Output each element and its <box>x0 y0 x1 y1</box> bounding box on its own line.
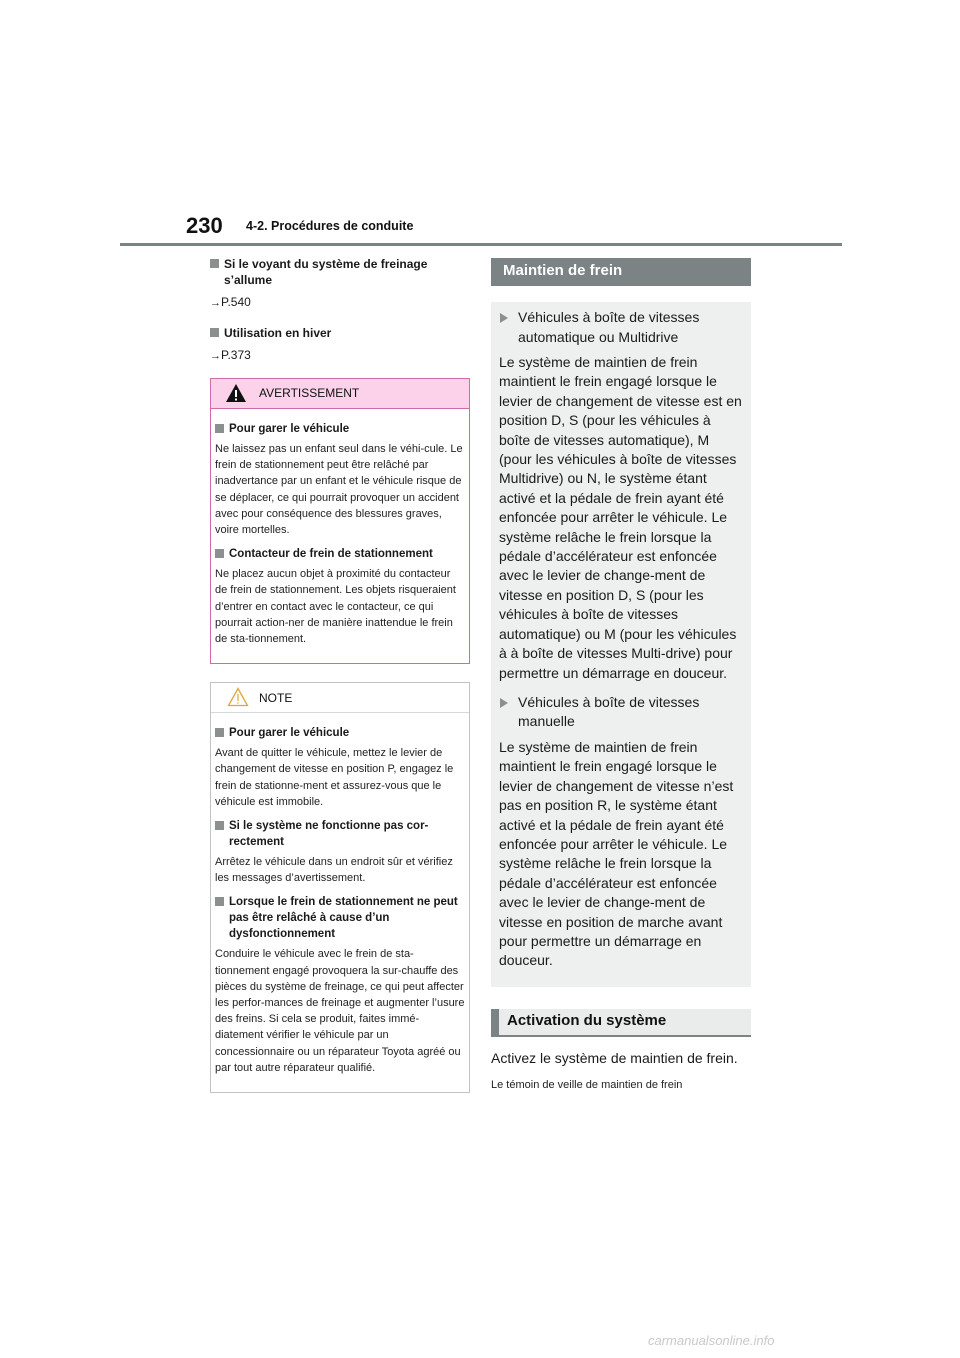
activation-paragraph: Activez le système de maintien de frein. <box>491 1049 738 1066</box>
right-column <box>491 258 751 1093</box>
warning-box <box>210 378 470 664</box>
activation-heading: Activation du système <box>491 1009 751 1037</box>
watermark: carmanualsonline.info <box>648 1333 775 1348</box>
warning-heading-switch: Contacteur de frein de stationnement <box>215 546 465 562</box>
automatic-paragraph: Le système de maintien de frein maintient le frein engagé lorsque le levier de changement de vitesse est en position D, S (pour les véhicules à boîte de vitesses automatique), M (pour les véhicules à boîte de vitesses Multidrive) ou N, le système étant activé et la pédale de frein ayant été enfoncée pour arrêter le véhicule. Le système relâche le frein lorsque la pédale d’accélérateur est enfoncée avec le levier de change-ment de vitesse en position D, S (pour les véhicules à boîte de vitesses automatique) ou M (pour les véhicules à à boîte de vitesses Multi-drive) pour permettre un démarrage en douceur. <box>499 354 742 681</box>
automatic-bullet: Véhicules à boîte de vitesses automatique ou Multidrive <box>499 308 743 347</box>
note-text-release: Conduire le véhicule avec le frein de sta-tionnement engagé provoquera la sur-chauffe des pièces du système de freinage, ce qui peut affecter les perfor-mances de freinage et augmenter l’usure des freins. Si cela se produit, faites immé-diatement vérifier le véhicule par un concessionnaire ou un réparateur Toyota agréé ou par tout autre réparateur qualifié. <box>215 948 465 1074</box>
warning-text-switch: Ne placez aucun objet à proximité du contacteur de frein de stationnement. Les objets risqueraient d’entrer en contact avec le contacteur, ce qui pourrait action-ner de manière inattendue le frein de sta-tionnement. <box>215 568 456 646</box>
brake-hold-panel <box>491 302 751 987</box>
left-column <box>210 256 470 1093</box>
standby-indicator-text: Le témoin de veille de maintien de frein <box>491 1078 683 1091</box>
note-heading-malfunction: Si le système ne fonctionne pas cor-rectement <box>215 818 465 850</box>
note-heading-release: Lorsque le frein de stationnement ne peut pas être relâché à cause d’un dysfonctionnement <box>215 894 465 942</box>
arrow-right-icon: → <box>210 297 221 309</box>
note-label: NOTE <box>259 691 293 706</box>
caution-triangle-icon <box>227 687 249 707</box>
winter-use-ref[interactable]: →P.373 <box>210 348 251 362</box>
warning-heading-parking: Pour garer le véhicule <box>215 421 465 437</box>
note-header <box>211 683 469 713</box>
note-text-parking: Avant de quitter le véhicule, mettez le levier de changement de vitesse en position P, engagez le frein de stationne-ment et assurez-vous que le véhicule est immobile. <box>215 747 454 808</box>
brake-hold-heading: Maintien de frein <box>491 258 751 286</box>
header-rule <box>120 243 842 246</box>
warning-label: AVERTISSEMENT <box>259 386 360 400</box>
warning-header <box>211 379 469 409</box>
brake-warning-heading: Si le voyant du système de freinage s’allume <box>210 256 470 288</box>
winter-use-heading: Utilisation en hiver <box>210 325 470 341</box>
warning-triangle-icon <box>225 383 247 403</box>
manual-bullet: Véhicules à boîte de vitesses manuelle <box>499 693 743 732</box>
note-text-malfunction: Arrêtez le véhicule dans un endroit sûr et vérifiez les messages d’avertissement. <box>215 856 453 885</box>
page-number: 230 <box>186 213 223 238</box>
section-title: 4-2. Procédures de conduite <box>246 219 414 233</box>
manual-paragraph: Le système de maintien de frein maintient le frein engagé lorsque le levier de changement de vitesse n’est pas en position R, le système étant activé et la pédale de frein ayant été enfoncée pour arrêter le véhicule. Le système relâche le frein lorsque la pédale d’accélérateur est enfoncée avec le levier de change-ment de vitesse en position de marche avant pour permettre un démarrage en douceur. <box>499 738 734 969</box>
brake-warning-ref[interactable]: →P.540 <box>210 295 251 309</box>
arrow-right-icon: → <box>210 350 221 362</box>
note-heading-parking: Pour garer le véhicule <box>215 725 465 741</box>
note-box <box>210 682 470 1093</box>
warning-text-parking: Ne laissez pas un enfant seul dans le véhi-cule. Le frein de stationnement peut être relâché par inadvertance par un enfant et le véhicule risque de se déplacer, ce qui pourrait provoquer un accident avec pour conséquence des blessures graves, voire mortelles. <box>215 443 463 537</box>
